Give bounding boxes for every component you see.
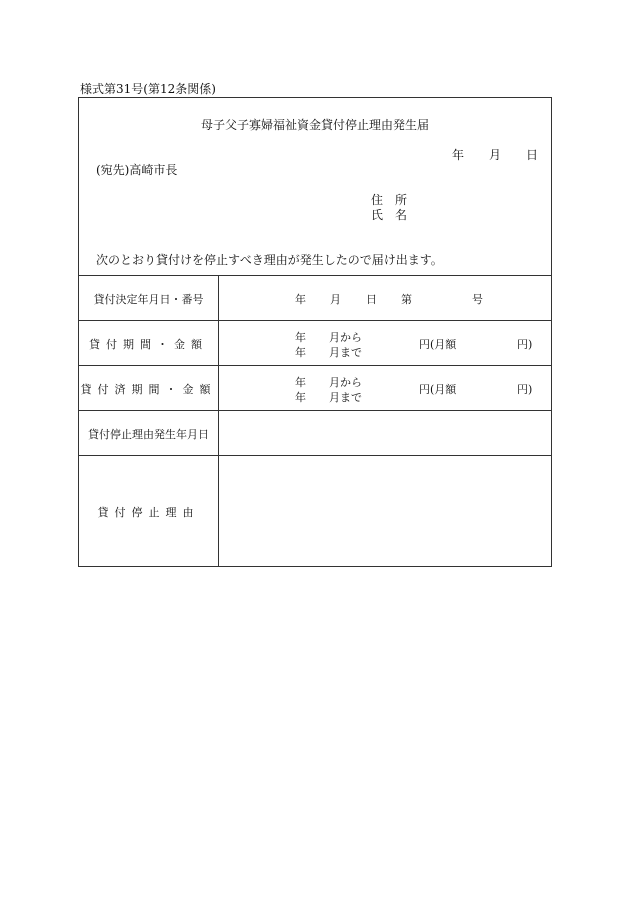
repaid-period-label: 貸付済期間・金額	[80, 383, 217, 396]
loan-period-to-month: 月まで	[329, 346, 362, 359]
loan-period-yen-close: 円)	[517, 338, 533, 351]
statement-text: 次のとおり貸付けを停止すべき理由が発生したので届け出ます。	[96, 253, 443, 267]
row-divider	[79, 365, 551, 366]
stop-reason-label: 貸付停止理由	[97, 506, 200, 519]
loan-decision-day: 日	[366, 293, 377, 306]
repaid-period-from-month: 月から	[329, 376, 362, 389]
loan-period-from-year: 年	[295, 331, 306, 344]
date-day-label: 日	[526, 148, 539, 162]
form-number: 様式第31号(第12条関係)	[80, 82, 216, 96]
loan-period-yen-monthly: 円(月額	[419, 338, 457, 351]
date-month-label: 月	[489, 148, 502, 162]
address-label: 住 所	[371, 193, 408, 207]
repaid-period-to-month: 月まで	[329, 391, 362, 404]
column-divider	[218, 275, 219, 566]
date-year-label: 年	[452, 148, 465, 162]
loan-period-label: 貸付期間・金額	[89, 338, 208, 351]
table-top-border	[79, 275, 551, 276]
loan-number-suffix: 号	[472, 293, 483, 306]
repaid-period-from-year: 年	[295, 376, 306, 389]
row-divider	[79, 410, 551, 411]
stop-date-label: 貸付停止理由発生年月日	[88, 428, 209, 441]
name-label: 氏 名	[371, 208, 408, 222]
row-divider	[79, 455, 551, 456]
repaid-period-yen-close: 円)	[517, 383, 533, 396]
notification-form	[78, 97, 552, 567]
loan-decision-month: 月	[330, 293, 341, 306]
addressee: (宛先)高崎市長	[96, 163, 178, 177]
form-title: 母子父子寡婦福祉資金貸付停止理由発生届	[200, 118, 429, 132]
loan-number-prefix: 第	[401, 293, 412, 306]
repaid-period-to-year: 年	[295, 391, 306, 404]
loan-decision-year: 年	[295, 293, 306, 306]
row-divider	[79, 320, 551, 321]
repaid-period-yen-monthly: 円(月額	[419, 383, 457, 396]
loan-period-from-month: 月から	[329, 331, 362, 344]
loan-period-to-year: 年	[295, 346, 306, 359]
loan-decision-label: 貸付決定年月日・番号	[93, 293, 204, 306]
